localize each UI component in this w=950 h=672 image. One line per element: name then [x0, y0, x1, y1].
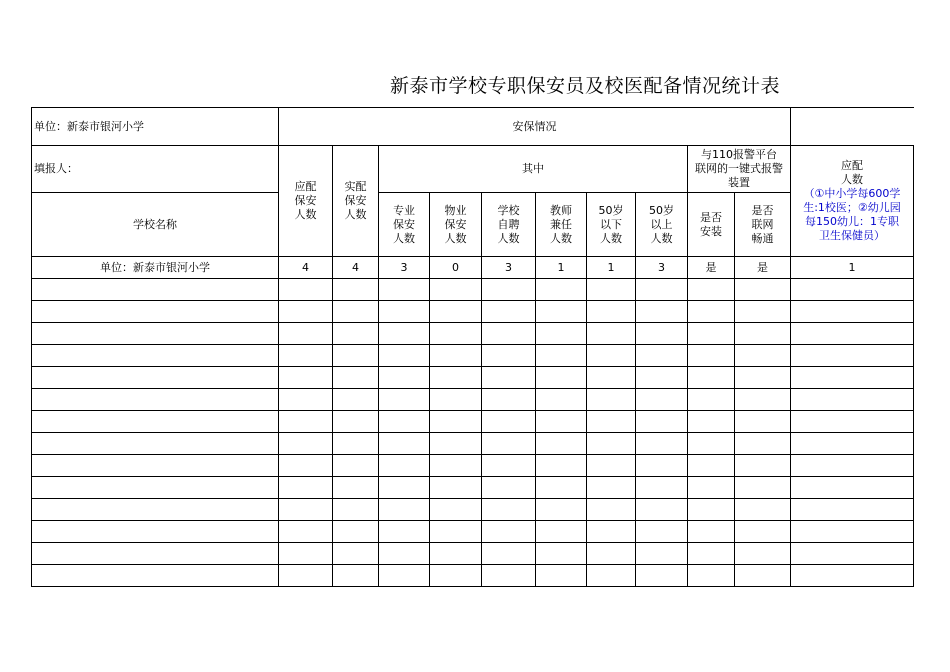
- professional-guards-header: [379, 193, 430, 257]
- school-cell: 单位：新泰市银河小学: [32, 257, 279, 279]
- empty-cell: [430, 499, 482, 521]
- empty-cell: [279, 543, 333, 565]
- empty-cell: [536, 367, 587, 389]
- header-line: 保安: [393, 217, 415, 231]
- empty-cell: [688, 477, 735, 499]
- statistics-sheet: [31, 107, 914, 587]
- property-guards-header: [430, 193, 482, 257]
- empty-cell: [536, 411, 587, 433]
- empty-cell: [279, 433, 333, 455]
- filler-label: 填报人：: [32, 146, 279, 193]
- empty-cell: [482, 323, 536, 345]
- table-row: [32, 521, 914, 543]
- empty-cell: [636, 345, 688, 367]
- empty-cell: [791, 521, 914, 543]
- networked-header: [735, 193, 791, 257]
- medic-note-line: （①中小学每600学: [803, 187, 901, 200]
- header-line: 安装: [700, 224, 722, 238]
- teacher-parttime-header: [536, 193, 587, 257]
- empty-cell: [482, 345, 536, 367]
- empty-cell: [32, 543, 279, 565]
- empty-cell: [379, 477, 430, 499]
- empty-cell: [735, 521, 791, 543]
- header-line: 专业: [393, 203, 415, 217]
- actual-guards-line: 保安: [344, 194, 367, 207]
- table-row: [32, 301, 914, 323]
- header-line: 畅通: [751, 231, 774, 245]
- medic-top-cell: [791, 108, 914, 146]
- empty-cell: [636, 323, 688, 345]
- empty-cell: [430, 301, 482, 323]
- alarm-linkage-line: 装置: [728, 176, 750, 189]
- empty-cell: [791, 411, 914, 433]
- empty-cell: [32, 565, 279, 587]
- empty-cell: [791, 477, 914, 499]
- empty-cell: [636, 455, 688, 477]
- header-line: 人数: [444, 231, 467, 245]
- empty-cell: [636, 521, 688, 543]
- empty-cell: [32, 499, 279, 521]
- medic-title-line: 应配: [841, 159, 863, 172]
- empty-cell: [482, 411, 536, 433]
- empty-cell: [32, 477, 279, 499]
- table-row: [32, 389, 914, 411]
- self-hired-cell: 3: [482, 257, 536, 279]
- empty-cell: [587, 499, 636, 521]
- empty-cell: [688, 521, 735, 543]
- empty-cell: [587, 521, 636, 543]
- installed-cell: 是: [688, 257, 735, 279]
- table-row: [32, 565, 914, 587]
- empty-cell: [32, 367, 279, 389]
- empty-cell: [430, 411, 482, 433]
- empty-cell: [735, 499, 791, 521]
- header-line: 人数: [650, 231, 673, 245]
- empty-cell: [636, 367, 688, 389]
- empty-cell: [735, 543, 791, 565]
- empty-cell: [688, 565, 735, 587]
- empty-cell: [587, 389, 636, 411]
- empty-cell: [379, 499, 430, 521]
- empty-cell: [587, 301, 636, 323]
- empty-cell: [482, 367, 536, 389]
- empty-cell: [430, 565, 482, 587]
- header-line: 人数: [600, 231, 622, 245]
- table-row: [32, 279, 914, 301]
- empty-cell: [482, 499, 536, 521]
- should-guards-line: 应配: [294, 180, 317, 193]
- empty-cell: [735, 389, 791, 411]
- empty-cell: [379, 521, 430, 543]
- empty-cell: [333, 499, 379, 521]
- empty-cell: [32, 301, 279, 323]
- empty-cell: [791, 389, 914, 411]
- empty-cell: [791, 565, 914, 587]
- table-row: [32, 477, 914, 499]
- empty-cell: [333, 323, 379, 345]
- alarm-linkage-line: 联网的一键式报警: [695, 162, 783, 175]
- empty-cell: [430, 323, 482, 345]
- empty-cell: [333, 279, 379, 301]
- actual-guards-line: 人数: [344, 208, 367, 221]
- empty-cell: [333, 389, 379, 411]
- empty-cell: [636, 499, 688, 521]
- header-line: 50岁: [649, 203, 674, 217]
- empty-cell: [333, 301, 379, 323]
- empty-cell: [279, 499, 333, 521]
- empty-cell: [32, 411, 279, 433]
- table-row: [32, 257, 914, 279]
- should-cell: 4: [279, 257, 333, 279]
- medic-note-line: 卫生保健员）: [819, 229, 885, 242]
- empty-cell: [333, 521, 379, 543]
- empty-cell: [279, 301, 333, 323]
- empty-cell: [482, 455, 536, 477]
- empty-cell: [279, 455, 333, 477]
- empty-cell: [791, 345, 914, 367]
- empty-cell: [430, 279, 482, 301]
- page-title: 新泰市学校专职保安员及校医配备情况统计表: [389, 75, 780, 97]
- header-line: 以下: [600, 217, 622, 231]
- empty-cell: [333, 455, 379, 477]
- empty-cell: [430, 389, 482, 411]
- empty-cell: [587, 477, 636, 499]
- empty-cell: [482, 301, 536, 323]
- header-line: 联网: [751, 217, 774, 231]
- empty-cell: [735, 367, 791, 389]
- among-header: 其中: [379, 146, 688, 193]
- empty-cell: [587, 345, 636, 367]
- empty-cell: [688, 345, 735, 367]
- empty-cell: [636, 279, 688, 301]
- table-row: [32, 543, 914, 565]
- empty-cell: [735, 279, 791, 301]
- under-50-cell: 1: [587, 257, 636, 279]
- header-line: 保安: [444, 217, 467, 231]
- empty-cell: [379, 411, 430, 433]
- empty-cell: [735, 455, 791, 477]
- empty-cell: [536, 521, 587, 543]
- empty-cell: [32, 521, 279, 543]
- empty-cell: [791, 543, 914, 565]
- empty-cell: [636, 389, 688, 411]
- medic-title-line: 人数: [841, 173, 863, 186]
- empty-cell: [333, 543, 379, 565]
- empty-cell: [735, 411, 791, 433]
- table-row: [32, 367, 914, 389]
- empty-cell: [688, 411, 735, 433]
- should-guards-header: [279, 146, 333, 257]
- professional-cell: 3: [379, 257, 430, 279]
- empty-cell: [279, 565, 333, 587]
- empty-cell: [279, 323, 333, 345]
- empty-cell: [735, 477, 791, 499]
- empty-cell: [587, 367, 636, 389]
- empty-cell: [279, 477, 333, 499]
- empty-cell: [279, 521, 333, 543]
- empty-cell: [482, 477, 536, 499]
- actual-guards-line: 实配: [344, 180, 367, 193]
- table-row: [32, 345, 914, 367]
- empty-cell: [587, 565, 636, 587]
- empty-cell: [430, 455, 482, 477]
- empty-cell: [333, 565, 379, 587]
- empty-cell: [32, 323, 279, 345]
- empty-cell: [688, 389, 735, 411]
- empty-cell: [279, 389, 333, 411]
- empty-cell: [735, 301, 791, 323]
- self-hired-header: [482, 193, 536, 257]
- table-row: [32, 323, 914, 345]
- empty-cell: [636, 565, 688, 587]
- networked-cell: 是: [735, 257, 791, 279]
- header-line: 是否: [700, 210, 722, 224]
- empty-cell: [735, 345, 791, 367]
- empty-cell: [791, 433, 914, 455]
- empty-cell: [482, 279, 536, 301]
- empty-cell: [636, 543, 688, 565]
- empty-rows: [32, 279, 914, 587]
- table-row: [32, 499, 914, 521]
- empty-cell: [536, 389, 587, 411]
- header-line: 是否: [751, 203, 774, 217]
- empty-cell: [430, 433, 482, 455]
- security-situation-header: 安保情况: [279, 108, 791, 146]
- empty-cell: [688, 543, 735, 565]
- empty-cell: [791, 279, 914, 301]
- empty-cell: [688, 433, 735, 455]
- empty-cell: [333, 367, 379, 389]
- header-line: 兼任: [550, 217, 572, 231]
- empty-cell: [379, 345, 430, 367]
- medic-note-line: 每150幼儿：1专职: [805, 215, 899, 228]
- empty-cell: [735, 565, 791, 587]
- table-row: [32, 411, 914, 433]
- empty-cell: [482, 389, 536, 411]
- empty-cell: [379, 301, 430, 323]
- empty-cell: [688, 279, 735, 301]
- empty-cell: [791, 367, 914, 389]
- empty-cell: [333, 433, 379, 455]
- empty-cell: [379, 367, 430, 389]
- medic-note-line: 生:1校医；②幼儿园: [803, 201, 901, 214]
- header-line: 以上: [650, 217, 673, 231]
- empty-cell: [636, 433, 688, 455]
- header-line: 人数: [393, 231, 415, 245]
- empty-cell: [587, 543, 636, 565]
- empty-cell: [791, 301, 914, 323]
- header-line: 人数: [550, 231, 572, 245]
- empty-cell: [536, 499, 587, 521]
- table-row: [32, 433, 914, 455]
- teacher-parttime-cell: 1: [536, 257, 587, 279]
- actual-guards-header: [333, 146, 379, 257]
- under-50-header: [587, 193, 636, 257]
- empty-cell: [735, 323, 791, 345]
- empty-cell: [430, 477, 482, 499]
- empty-cell: [333, 411, 379, 433]
- installed-header: [688, 193, 735, 257]
- empty-cell: [791, 455, 914, 477]
- empty-cell: [587, 455, 636, 477]
- empty-cell: [587, 279, 636, 301]
- alarm-linkage-header: [688, 146, 791, 193]
- empty-cell: [688, 323, 735, 345]
- statistics-table: [31, 107, 914, 587]
- empty-cell: [430, 345, 482, 367]
- empty-cell: [536, 565, 587, 587]
- empty-cell: [379, 565, 430, 587]
- empty-cell: [333, 345, 379, 367]
- medic-cell: 1: [791, 257, 914, 279]
- empty-cell: [791, 323, 914, 345]
- empty-cell: [482, 521, 536, 543]
- empty-cell: [536, 543, 587, 565]
- empty-cell: [482, 565, 536, 587]
- header-line: 人数: [497, 231, 520, 245]
- empty-cell: [536, 323, 587, 345]
- header-line: 50岁: [598, 203, 624, 217]
- empty-cell: [536, 455, 587, 477]
- alarm-linkage-line: 与110报警平台: [701, 148, 777, 161]
- empty-cell: [735, 433, 791, 455]
- header-line: 物业: [444, 203, 467, 217]
- empty-cell: [791, 499, 914, 521]
- school-name-header: 学校名称: [32, 193, 279, 257]
- table-row: [32, 455, 914, 477]
- unit-label: 单位：新泰市银河小学: [32, 108, 279, 146]
- empty-cell: [32, 389, 279, 411]
- should-guards-line: 保安: [294, 194, 317, 207]
- empty-cell: [688, 499, 735, 521]
- empty-cell: [430, 367, 482, 389]
- empty-cell: [482, 433, 536, 455]
- empty-cell: [587, 411, 636, 433]
- empty-cell: [379, 389, 430, 411]
- empty-cell: [32, 279, 279, 301]
- empty-cell: [279, 279, 333, 301]
- empty-cell: [636, 411, 688, 433]
- empty-cell: [32, 433, 279, 455]
- empty-cell: [536, 301, 587, 323]
- empty-cell: [688, 455, 735, 477]
- empty-cell: [279, 345, 333, 367]
- empty-cell: [587, 323, 636, 345]
- empty-cell: [536, 477, 587, 499]
- header-line: 自聘: [497, 217, 520, 231]
- over-50-header: [636, 193, 688, 257]
- empty-cell: [379, 279, 430, 301]
- medic-header: [791, 146, 914, 257]
- header-line: 教师: [550, 203, 572, 217]
- empty-cell: [430, 521, 482, 543]
- empty-cell: [32, 345, 279, 367]
- actual-cell: 4: [333, 257, 379, 279]
- empty-cell: [379, 455, 430, 477]
- empty-cell: [32, 455, 279, 477]
- over-50-cell: 3: [636, 257, 688, 279]
- empty-cell: [279, 367, 333, 389]
- header-line: 学校: [497, 203, 520, 217]
- empty-cell: [536, 433, 587, 455]
- empty-cell: [379, 433, 430, 455]
- empty-cell: [536, 279, 587, 301]
- empty-cell: [636, 477, 688, 499]
- property-cell: 0: [430, 257, 482, 279]
- empty-cell: [333, 477, 379, 499]
- empty-cell: [379, 323, 430, 345]
- empty-cell: [430, 543, 482, 565]
- empty-cell: [482, 543, 536, 565]
- empty-cell: [279, 411, 333, 433]
- empty-cell: [688, 367, 735, 389]
- empty-cell: [636, 301, 688, 323]
- empty-cell: [587, 433, 636, 455]
- should-guards-line: 人数: [294, 208, 317, 221]
- empty-cell: [536, 345, 587, 367]
- empty-cell: [688, 301, 735, 323]
- empty-cell: [379, 543, 430, 565]
